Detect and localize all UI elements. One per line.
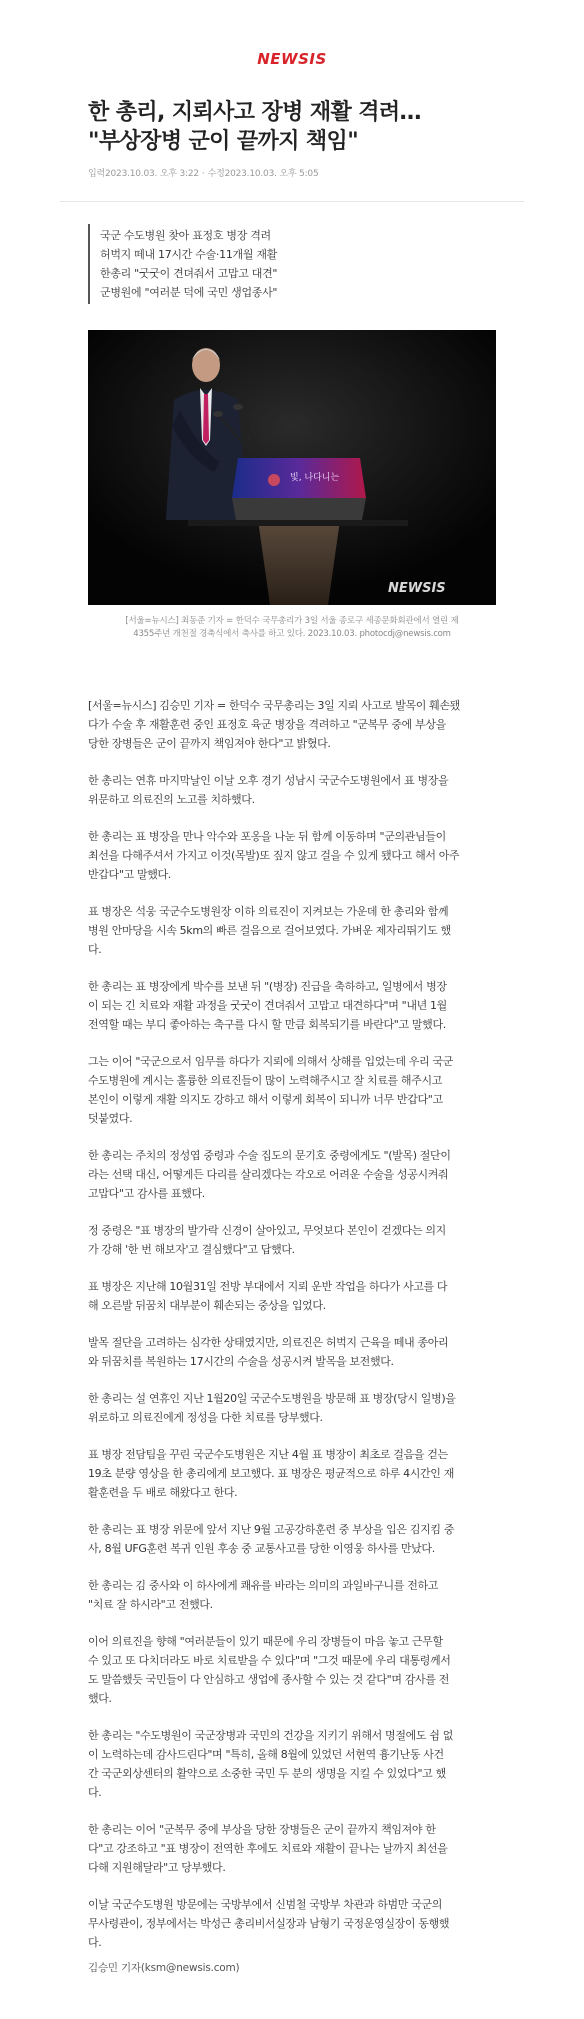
paragraph-line: 19초 분량 영상을 한 총리에게 보고했다. 표 병장은 평균적으로 하루 4시간인 재 — [88, 1467, 454, 1480]
paragraph-line: 본인이 이렇게 재활 의지도 강하고 해서 이렇게 회복이 되니까 너무 반갑다"고 — [88, 1093, 443, 1106]
paragraph-line: 덧붙였다. — [88, 1112, 133, 1125]
article-paragraph — [88, 696, 494, 753]
paragraph-line: 했다. — [88, 1692, 112, 1705]
paragraph-line: 가 강해 '한 번 해보자'고 결심했다"고 답했다. — [88, 1243, 295, 1256]
header — [0, 0, 584, 90]
article-paragraph — [88, 1146, 494, 1203]
paragraph-line: 한 총리는 연휴 마지막날인 이날 오후 경기 성남시 국군수도병원에서 표 병장을 — [88, 774, 449, 787]
article-paragraph — [88, 1221, 494, 1259]
paragraph-line: 해 오른발 뒤꿈치 대부분이 훼손되는 중상을 입었다. — [88, 1299, 326, 1312]
paragraph-line: 이날 국군수도병원 방문에는 국방부에서 신범철 국방부 차관과 하범만 국군의 — [88, 1898, 443, 1911]
article-paragraph — [88, 1895, 494, 1952]
paragraph-line: 고맙다"고 감사를 표했다. — [88, 1187, 205, 1200]
article-body — [0, 641, 584, 1952]
paragraph-line: 한 총리는 이어 "군복무 중에 부상을 당한 장병들은 군이 끝까지 책임져야 한 — [88, 1823, 436, 1836]
summary-line: 군병원에 "여러분 덕에 국민 생업종사" — [100, 286, 278, 299]
article-paragraph — [88, 1445, 494, 1502]
article-paragraph — [88, 771, 494, 809]
summary-line: 허벅지 떼내 17시간 수술·11개월 재활 — [100, 248, 278, 261]
article-summary — [88, 224, 488, 304]
summary-line: 국군 수도병원 찾아 표정호 병장 격려 — [100, 229, 271, 242]
paragraph-line: 이 되는 긴 치료와 재활 과정을 굿굿이 견뎌줘서 고맙고 대견하다"며 "내년 1월 — [88, 999, 447, 1012]
paragraph-line: 수 있고 또 다치더라도 바로 치료받을 수 있다"며 "그것 때문에 우리 대통령께서 — [88, 1654, 451, 1667]
article-paragraph — [88, 1576, 494, 1614]
paragraph-line: 다. — [88, 1786, 102, 1799]
reporter-byline[interactable]: 김승민 기자(ksm@newsis.com) — [88, 1962, 240, 1974]
article-paragraph — [88, 1726, 494, 1802]
article-paragraph — [88, 1820, 494, 1877]
paragraph-line: 당한 장병들은 군이 끝까지 책임져야 한다"고 밝혔다. — [88, 737, 331, 750]
summary-line: 한총리 "굿굿이 견뎌줘서 고맙고 대견" — [100, 267, 278, 280]
paragraph-line: 한 총리는 주치의 정성엽 중령과 수술 집도의 문기호 중령에게도 "(발목) 절단이 — [88, 1149, 451, 1162]
title-line: 한 총리, 지뢰사고 장병 재활 격려… — [88, 100, 421, 125]
paragraph-line: "치료 잘 하시라"고 전했다. — [88, 1598, 213, 1611]
article-paragraph — [88, 827, 494, 884]
paragraph-line: 이 노력하는데 감사드린다"며 "특히, 올해 8월에 있었던 서현역 흉기난동 사건 — [88, 1748, 444, 1761]
article-photo[interactable] — [88, 330, 496, 605]
paragraph-line: 발목 절단을 고려하는 심각한 상태였지만, 의료진은 허벅지 근육을 떼내 종아리 — [88, 1336, 449, 1349]
paragraph-line: 한 총리는 표 병장에게 박수를 보낸 뒤 "(병장) 진급을 축하하고, 일병에서 병장 — [88, 980, 447, 993]
podium-text: 빛, 나다니는 — [290, 473, 340, 483]
photo-illustration — [88, 330, 496, 605]
paragraph-line: 다. — [88, 943, 102, 956]
paragraph-line: 위문하고 의료진의 노고를 치하했다. — [88, 793, 255, 806]
article-paragraph — [88, 1520, 494, 1558]
article-dateline — [0, 156, 584, 179]
article-title — [0, 90, 584, 156]
article-paragraph — [88, 1389, 494, 1427]
paragraph-line: 반갑다"고 말했다. — [88, 868, 171, 881]
paragraph-line: 무사령관이, 정부에서는 박성근 총리비서실장과 남형기 국정운영실장이 동행했 — [88, 1917, 450, 1930]
caption-line: [서울=뉴시스] 최동준 기자 = 한덕수 국무총리가 3일 서울 종로구 세종문화회관에서 열린 제 — [125, 616, 459, 626]
paragraph-line: 그는 이어 "국군으로서 임무를 하다가 지뢰에 의해서 상해를 입었는데 우리 국군 — [88, 1055, 454, 1068]
date-separator: · — [201, 169, 205, 179]
paragraph-line: 활훈련을 두 배로 해왔다고 한다. — [88, 1486, 238, 1499]
caption-line: 4355주년 개천절 경축식에서 축사를 하고 있다. 2023.10.03. photocdj@newsis.com — [133, 629, 451, 639]
paragraph-line: 한 총리는 표 병장 위문에 앞서 지난 9월 고공강하훈련 중 부상을 입은 김지킴 중 — [88, 1523, 455, 1536]
article-paragraph — [88, 977, 494, 1034]
modified-date: 수정2023.10.03. 오후 5:05 — [207, 169, 319, 179]
article-paragraph — [88, 902, 494, 959]
article-paragraph — [88, 1333, 494, 1371]
article-paragraph — [88, 1052, 494, 1128]
paragraph-line: 표 병장은 지난해 10월31일 전방 부대에서 지뢰 운반 작업을 하다가 사고를 다 — [88, 1280, 448, 1293]
paragraph-line: 간 국군외상센터의 활약으로 소중한 국민 두 분의 생명을 지킬 수 있었다"고 했 — [88, 1767, 446, 1780]
paragraph-line: 도 말씀했듯 국민들이 다 안심하고 생업에 종사할 수 있는 것 같다"며 감사를 전 — [88, 1673, 450, 1686]
paragraph-line: 수도병원에 계시는 훌륭한 의료진들이 많이 노력해주시고 잘 치료를 해주시고 — [88, 1074, 443, 1087]
paragraph-line: 표 병장 전담팀을 꾸린 국군수도병원은 지난 4월 표 병장이 최초로 걸음을 걷는 — [88, 1448, 448, 1461]
paragraph-line: 사, 8월 UFG훈련 복귀 인원 후송 중 교통사고를 당한 이영웅 하사를 만났다. — [88, 1542, 435, 1555]
title-line: "부상장병 군이 끝까지 책임" — [88, 129, 359, 154]
paragraph-line: 한 총리는 김 중사와 이 하사에게 쾌유를 바라는 의미의 과일바구니를 전하고 — [88, 1579, 439, 1592]
article-paragraph — [88, 1277, 494, 1315]
paragraph-line: 다가 수술 후 재활훈련 중인 표정호 육군 병장을 격려하고 "군복무 중에 부상을 — [88, 718, 446, 731]
photo-caption — [92, 615, 492, 641]
photo-watermark: NEWSIS — [388, 581, 446, 596]
paragraph-line: [서울=뉴시스] 김승민 기자 = 한덕수 국무총리는 3일 지뢰 사고로 발목이 훼손됐 — [88, 699, 461, 712]
paragraph-line: 이어 의료진을 향해 "여러분들이 있기 때문에 우리 장병들이 마음 놓고 근무할 — [88, 1635, 443, 1648]
paragraph-line: 위로하고 의료진에게 정성을 다한 치료를 당부했다. — [88, 1411, 323, 1424]
paragraph-line: 한 총리는 설 연휴인 지난 1월20일 국군수도병원을 방문해 표 병장(당시 일병)을 — [88, 1392, 456, 1405]
newsis-logo[interactable]: NEWSIS — [257, 50, 327, 68]
paragraph-line: 표 병장은 석웅 국군수도병원장 이하 의료진이 지켜보는 가운데 한 총리와 함께 — [88, 905, 449, 918]
paragraph-line: 최선을 다해주셔서 가지고 이것(목발)또 짚지 않고 걸을 수 있게 됐다고 해서 아주 — [88, 849, 460, 862]
paragraph-line: 다. — [88, 1936, 102, 1949]
header-divider — [60, 201, 524, 202]
paragraph-line: 병원 안마당을 시속 5km의 빠른 걸음으로 걸어보였다. 가벼운 제자리뛰기도 했 — [88, 924, 451, 937]
paragraph-line: 다해 지원해달라"고 당부했다. — [88, 1861, 226, 1874]
article-paragraph — [88, 1632, 494, 1708]
paragraph-line: 정 중령은 "표 병장의 발가락 신경이 살아있고, 무엇보다 본인이 걷겠다는 의지 — [88, 1224, 446, 1237]
published-date: 입력2023.10.03. 오후 3:22 — [88, 169, 199, 179]
paragraph-line: 라는 선택 대신, 어떻게든 다리를 살리겠다는 각오로 어려운 수술을 성공시켜줘 — [88, 1168, 449, 1181]
paragraph-line: 한 총리는 "수도병원이 국군장병과 국민의 건강을 지키기 위해서 명절에도 쉼 없 — [88, 1729, 454, 1742]
paragraph-line: 전역할 때는 부디 좋아하는 축구를 다시 할 만큼 회복되기를 바란다"고 말했다. — [88, 1018, 446, 1031]
paragraph-line: 한 총리는 표 병장을 만나 악수와 포옹을 나눈 뒤 함께 이동하며 "군의관님들이 — [88, 830, 446, 843]
paragraph-line: 와 뒤꿈치를 복원하는 17시간의 수술을 성공시켜 발목을 보전했다. — [88, 1355, 394, 1368]
paragraph-line: 다"고 강조하고 "표 병장이 전역한 후에도 치료와 재활이 끝나는 날까지 최선을 — [88, 1842, 448, 1855]
